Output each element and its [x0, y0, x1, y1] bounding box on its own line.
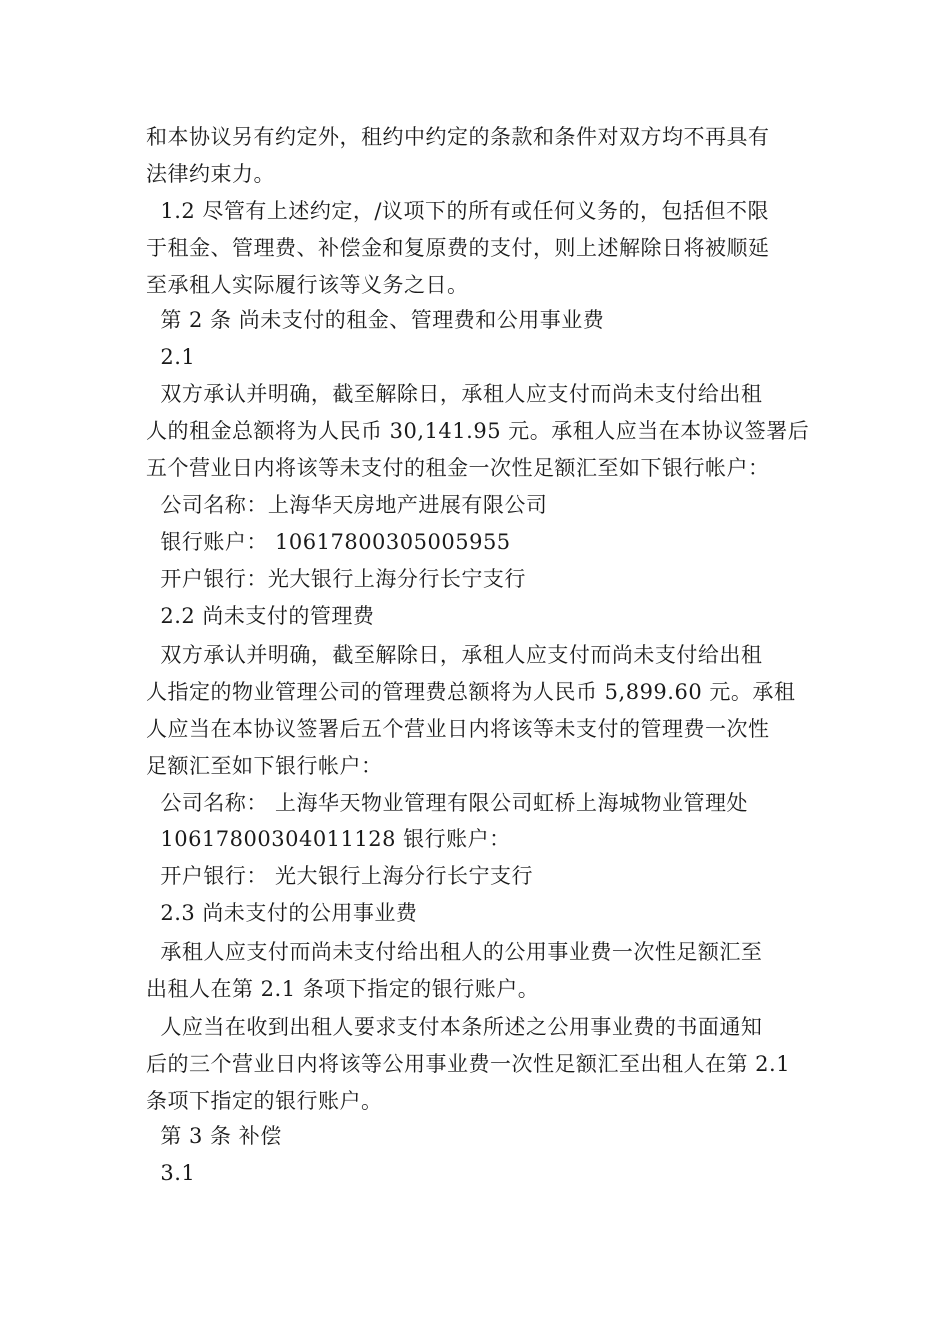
- paragraph-2-3a: [146, 934, 810, 1008]
- text-line: 双方承认并明确，截至解除日，承租人应支付而尚未支付给出租: [146, 643, 763, 667]
- section-3-1-number: 3.1: [146, 1161, 196, 1185]
- text-line: 人应当在收到出租人要求支付本条所述之公用事业费的书面通知: [146, 1015, 763, 1039]
- text-line: 足额汇至如下银行帐户：: [146, 754, 383, 778]
- text-line: 于租金、管理费、补偿金和复原费的支付，则上述解除日将被顺延: [146, 236, 770, 260]
- paragraph-2-2: [146, 637, 810, 785]
- bank1-bank-name: 开户银行：光大银行上海分行长宁支行: [146, 567, 526, 591]
- text-line: 双方承认并明确，截至解除日，承租人应支付而尚未支付给出租: [146, 382, 763, 406]
- text-line: 法律约束力。: [146, 162, 275, 186]
- section-2-2-heading: 2.2 尚未支付的管理费: [146, 604, 375, 628]
- section-2-1-number: 2.1: [146, 345, 196, 369]
- paragraph-1-2: [146, 193, 810, 304]
- paragraph-2-1: [146, 376, 810, 487]
- bank2-account: 10617800304011128 银行账户：: [146, 827, 511, 851]
- text-line: 五个营业日内将该等未支付的租金一次性足额汇至如下银行帐户：: [146, 456, 770, 480]
- paragraph-termination-continued: [146, 119, 810, 193]
- article-3-heading: 第 3 条 补偿: [146, 1124, 282, 1148]
- section-2-3-heading: 2.3 尚未支付的公用事业费: [146, 901, 418, 925]
- text-line: 1.2 尽管有上述约定，/议项下的所有或任何义务的，包括但不限: [146, 199, 769, 223]
- text-line: 条项下指定的银行账户。: [146, 1089, 383, 1113]
- text-line: 人应当在本协议签署后五个营业日内将该等未支付的管理费一次性: [146, 717, 770, 741]
- paragraph-2-3b: [146, 1009, 810, 1120]
- bank1-company-name: 公司名称：上海华天房地产进展有限公司: [146, 493, 548, 517]
- text-line: 和本协议另有约定外，租约中约定的条款和条件对双方均不再具有: [146, 125, 770, 149]
- text-line: 人指定的物业管理公司的管理费总额将为人民币 5,899.60 元。承租: [146, 680, 796, 704]
- text-line: 后的三个营业日内将该等公用事业费一次性足额汇至出租人在第 2.1: [146, 1052, 791, 1076]
- text-line: 人的租金总额将为人民币 30,141.95 元。承租人应当在本协议签署后: [146, 419, 810, 443]
- bank2-bank-name: 开户银行： 光大银行上海分行长宁支行: [146, 864, 534, 888]
- text-line: 至承租人实际履行该等义务之日。: [146, 273, 469, 297]
- text-line: 承租人应支付而尚未支付给出租人的公用事业费一次性足额汇至: [146, 940, 763, 964]
- text-line: 出租人在第 2.1 条项下指定的银行账户。: [146, 977, 540, 1001]
- article-2-heading: 第 2 条 尚未支付的租金、管理费和公用事业费: [146, 308, 605, 332]
- bank1-account: 银行账户： 10617800305005955: [146, 530, 511, 554]
- bank2-company-name: 公司名称： 上海华天物业管理有限公司虹桥上海城物业管理处: [146, 791, 749, 815]
